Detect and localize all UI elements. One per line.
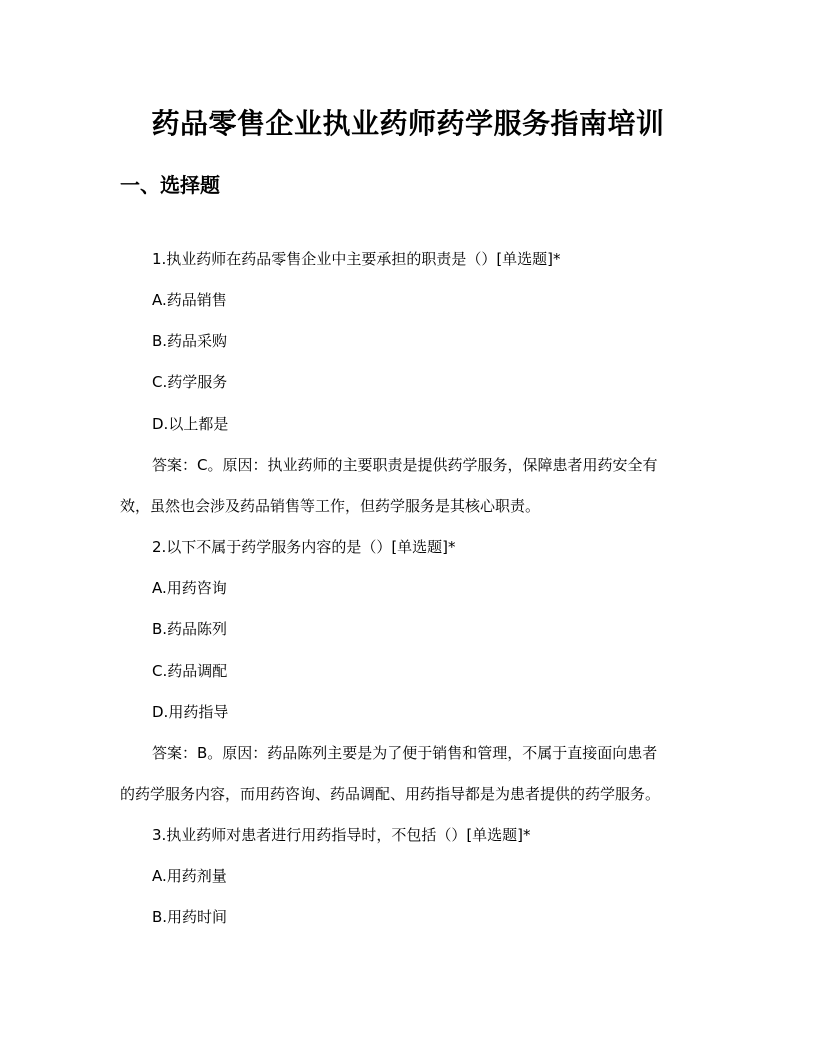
section-heading: 一、选择题: [120, 173, 220, 197]
question-1-option-b: B.药品采购: [152, 332, 228, 350]
question-1-text: 1.执业药师在药品零售企业中主要承担的职责是（）[单选题]*: [152, 250, 561, 268]
question-1-option-d: D.以上都是: [152, 415, 229, 433]
question-2-answer-line-1: 答案：B。原因：药品陈列主要是为了便于销售和管理，不属于直接面向患者: [152, 744, 658, 762]
question-1-answer-line-2: 效，虽然也会涉及药品销售等工作，但药学服务是其核心职责。: [120, 497, 541, 515]
question-1-answer-line-1: 答案：C。原因：执业药师的主要职责是提供药学服务，保障患者用药安全有: [152, 456, 658, 474]
question-3-option-a: A.用药剂量: [152, 867, 227, 885]
document-title: 药品零售企业执业药师药学服务指南培训: [151, 107, 665, 140]
question-2-option-a: A.用药咨询: [152, 579, 227, 597]
question-2-option-d: D.用药指导: [152, 703, 229, 721]
question-2-option-c: C.药品调配: [152, 662, 228, 680]
question-1-option-c: C.药学服务: [152, 373, 228, 391]
question-2-option-b: B.药品陈列: [152, 620, 228, 638]
question-3-text: 3.执业药师对患者进行用药指导时，不包括（）[单选题]*: [152, 826, 531, 844]
question-1-option-a: A.药品销售: [152, 291, 227, 309]
question-2-text: 2.以下不属于药学服务内容的是（）[单选题]*: [152, 538, 456, 556]
question-2-answer-line-2: 的药学服务内容，而用药咨询、药品调配、用药指导都是为患者提供的药学服务。: [120, 785, 661, 803]
question-3-option-b: B.用药时间: [152, 908, 228, 926]
